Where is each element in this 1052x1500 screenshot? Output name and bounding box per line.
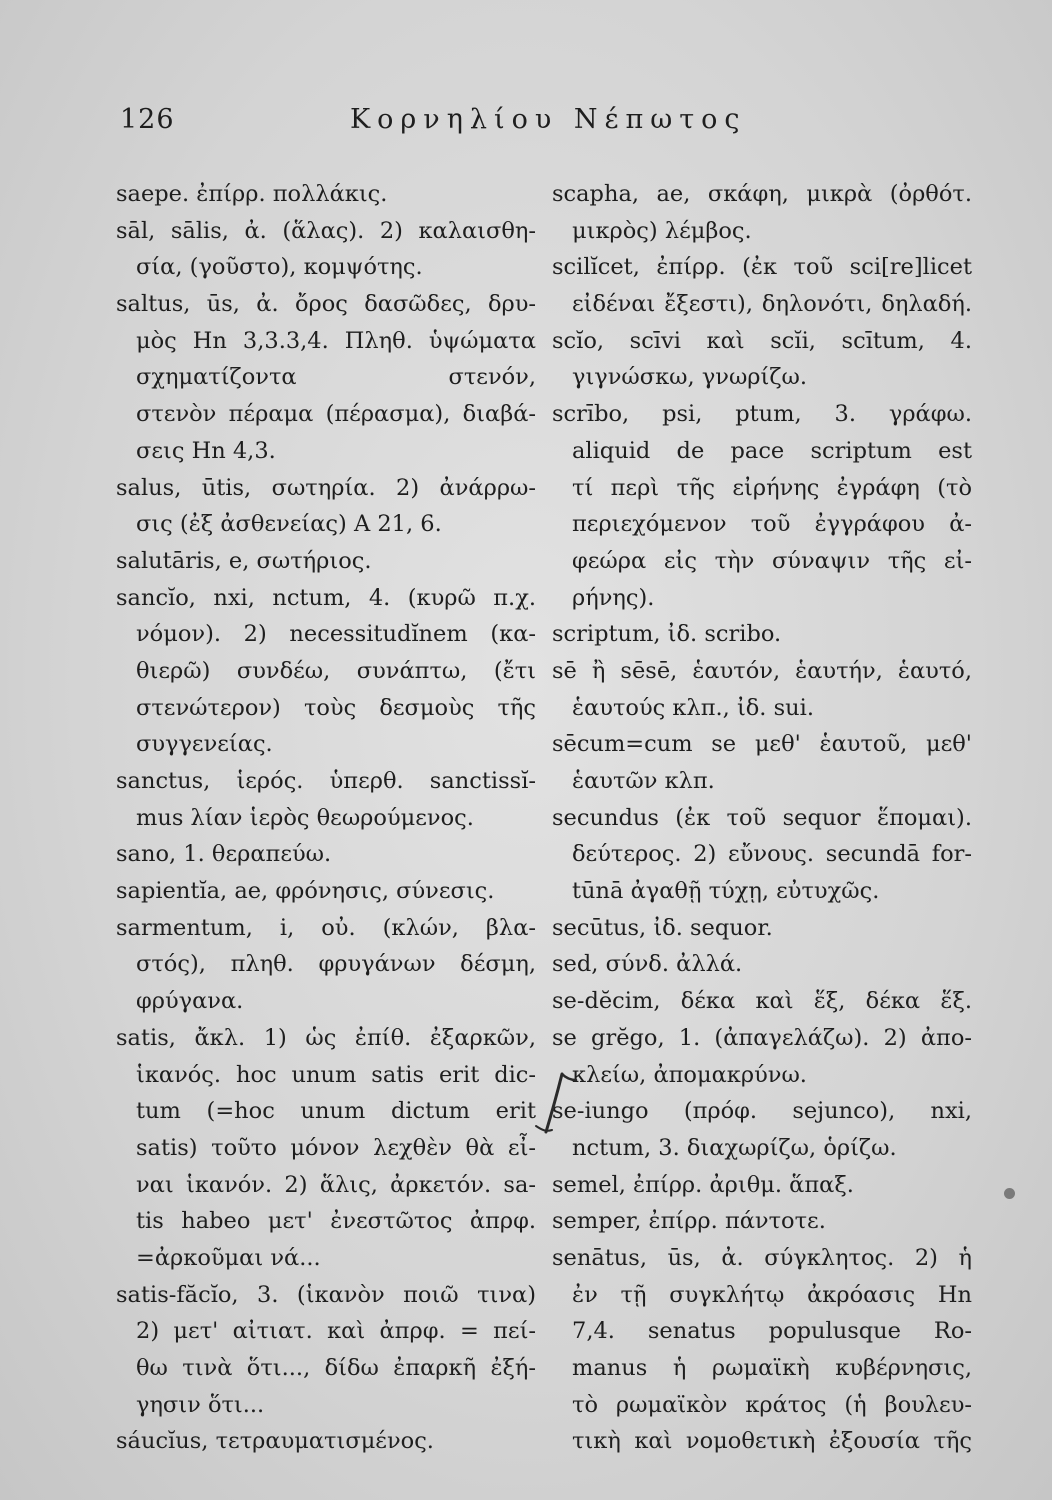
- entry-line: satis) τοῦτο μόνον λεχθὲν θὰ εἶ-: [136, 1134, 536, 1161]
- entry-line: γησιν ὅτι...: [136, 1391, 265, 1418]
- entry-line: μικρὸς) λέμβος.: [572, 217, 752, 244]
- entry-line: ἐν τῇ συγκλήτῳ ἀκρόασις Hn: [572, 1281, 972, 1308]
- entry-line: σις (ἐξ ἀσθενείας) A 21, 6.: [136, 511, 442, 538]
- entry-line: saepe. ἐπίρρ. πολλάκις.: [116, 181, 388, 207]
- entry-line: senātus, ūs, ἀ. σύγκλητος. 2) ἡ: [552, 1244, 972, 1271]
- entry-line: θω τινὰ ὅτι..., δίδω ἐπαρκῆ ἐξή-: [136, 1355, 536, 1381]
- entry-line: ἑαυτῶν κλπ.: [572, 768, 715, 794]
- entry-line: sāl, sālis, ἀ. (ἅλας). 2) καλαισθη-: [116, 217, 536, 244]
- entry-line: 2) μετ' αἰτιατ. καὶ ἀπρφ. = πεί-: [136, 1318, 536, 1345]
- entry-line: salutāris, e, σωτήριος.: [116, 547, 372, 574]
- entry-line: κλείω, ἀπομακρύνω.: [572, 1061, 807, 1088]
- entry-line: τικὴ καὶ νομοθετικὴ ἐξουσία τῆς: [572, 1428, 972, 1455]
- entry-line: sancĭo, nxi, nctum, 4. (κυρῶ π.χ.: [116, 584, 536, 611]
- entry-line: sē ἢ sēsē, ἑαυτόν, ἑαυτήν, ἑαυτό,: [552, 657, 972, 684]
- entry-line: se-iungo (πρόφ. sejunco), nxi,: [552, 1098, 972, 1125]
- entry-line: tūnā ἀγαθῇ τύχῃ, εὐτυχῶς.: [572, 878, 880, 905]
- entry-line: secundus (ἐκ τοῦ sequor ἕπομαι).: [552, 804, 972, 831]
- entry-line: φεώρα εἰς τὴν σύναψιν τῆς εἰ-: [572, 547, 972, 574]
- entry-line: tum (=hoc unum dictum erit: [136, 1098, 536, 1125]
- entry-line: sano, 1. θεραπεύω.: [116, 841, 332, 868]
- right-column: [552, 176, 972, 1460]
- entry-line: εἰδέναι ἔξεστι), δηλονότι, δηλαδή.: [572, 291, 972, 318]
- page-number: 126: [120, 104, 175, 135]
- entry-line: tis habeo μετ' ἐνεστῶτος ἀπρφ.: [136, 1208, 536, 1235]
- entry-line: φρύγανα.: [136, 988, 244, 1015]
- entry-line: μὸς Hn 3,3.3,4. Πληθ. ὑψώματα: [136, 327, 536, 354]
- entry-line: saltus, ūs, ἀ. ὄρος δασῶδες, δρυ-: [116, 291, 536, 318]
- entry-line: sapientĭa, ae, φρόνησις, σύνεσις.: [116, 878, 495, 905]
- entry-line: sarmentum, i, οὐ. (κλών, βλα-: [116, 914, 536, 941]
- entry-line: θιερῶ) συνδέω, συνάπτω, (ἔτι: [136, 657, 536, 684]
- running-title: Κορνηλίου Νέπωτος: [350, 104, 747, 135]
- entry-line: satis-făcĭo, 3. (ἱκανὸν ποιῶ τινα): [116, 1281, 536, 1308]
- entry-line: νόμον). 2) necessitudĭnem (κα-: [136, 621, 536, 648]
- entry-line: scapha, ae, σκάφη, μικρὰ (ὀρθότ.: [552, 181, 972, 207]
- entry-line: aliquid de pace scriptum est: [572, 437, 972, 464]
- entry-line: salus, ūtis, σωτηρία. 2) ἀνάρρω-: [116, 474, 536, 501]
- entry-line: satis, ἄκλ. 1) ὡς ἐπίθ. ἐξαρκῶν,: [116, 1024, 536, 1051]
- entry-line: σία, (γοῦστο), κομψότης.: [136, 254, 423, 281]
- entry-line: secūtus, ἰδ. sequor.: [552, 914, 773, 941]
- entry-line: se-dĕcim, δέκα καὶ ἕξ, δέκα ἕξ.: [552, 988, 972, 1015]
- entry-line: τὸ ρωμαϊκὸν κράτος (ἡ βουλευ-: [572, 1391, 972, 1418]
- entry-line: ἱκανός. hoc unum satis erit dic-: [136, 1061, 536, 1088]
- entry-line: συγγενείας.: [136, 731, 273, 758]
- entry-line: sáucĭus, τετραυματισμένος.: [116, 1428, 434, 1455]
- entry-line: τί περὶ τῆς εἰρήνης ἐγράφη (τὸ: [572, 474, 972, 501]
- entry-line: στός), πληθ. φρυγάνων δέσμη,: [136, 951, 536, 978]
- entry-line: sed, σύνδ. ἀλλά.: [552, 951, 743, 978]
- entry-line: γιγνώσκω, γνωρίζω.: [572, 364, 808, 391]
- entry-line: se grĕgo, 1. (ἀπαγελάζω). 2) ἀπο-: [552, 1024, 972, 1051]
- page-header: [120, 104, 960, 154]
- left-column: [116, 176, 536, 1460]
- entry-line: σεις Hn 4,3.: [136, 437, 276, 464]
- entry-line: στενώτερον) τοὺς δεσμοὺς τῆς: [136, 694, 536, 721]
- ink-spot: [1004, 1188, 1015, 1199]
- entry-line: =ἀρκοῦμαι νά...: [136, 1244, 321, 1271]
- entry-line: scĭo, scīvi καὶ scĭi, scītum, 4.: [552, 327, 972, 354]
- entry-line: περιεχόμενον τοῦ ἐγγράφου ἀ-: [572, 511, 972, 538]
- entry-line: δεύτερος. 2) εὔνους. secundā for-: [572, 841, 972, 868]
- entry-line: ναι ἱκανόν. 2) ἅλις, ἀρκετόν. sa-: [136, 1171, 536, 1198]
- entry-line: semel, ἐπίρρ. ἀριθμ. ἅπαξ.: [552, 1171, 854, 1198]
- entry-line: sēcum=cum se μεθ' ἑαυτοῦ, μεθ': [552, 731, 972, 758]
- entry-line: ρήνης).: [572, 584, 655, 611]
- entry-line: scilĭcet, ἐπίρρ. (ἐκ τοῦ sci[re]licet: [552, 254, 972, 281]
- entry-line: mus λίαν ἱερὸς θεωρούμενος.: [136, 804, 474, 831]
- entry-line: 7,4. senatus populusque Ro-: [572, 1318, 972, 1345]
- entry-line: scrībo, psi, ptum, 3. γράφω.: [552, 401, 972, 428]
- entry-line: sanctus, ἱερός. ὑπερθ. sanctissĭ-: [116, 768, 536, 794]
- entry-line: manus ἡ ρωμαϊκὴ κυβέρνησις,: [572, 1355, 972, 1381]
- entry-line: σχηματίζοντα στενόν,: [136, 364, 536, 391]
- handwritten-mark: [532, 1068, 582, 1138]
- entry-line: ἑαυτούς κλπ., ἰδ. sui.: [572, 694, 814, 721]
- entry-line: scriptum, ἰδ. scribo.: [552, 621, 782, 648]
- entry-line: semper, ἐπίρρ. πάντοτε.: [552, 1208, 826, 1235]
- entry-line: στενὸν πέραμα (πέρασμα), διαβά-: [136, 401, 536, 428]
- entry-line: nctum, 3. διαχωρίζω, ὁρίζω.: [572, 1134, 897, 1161]
